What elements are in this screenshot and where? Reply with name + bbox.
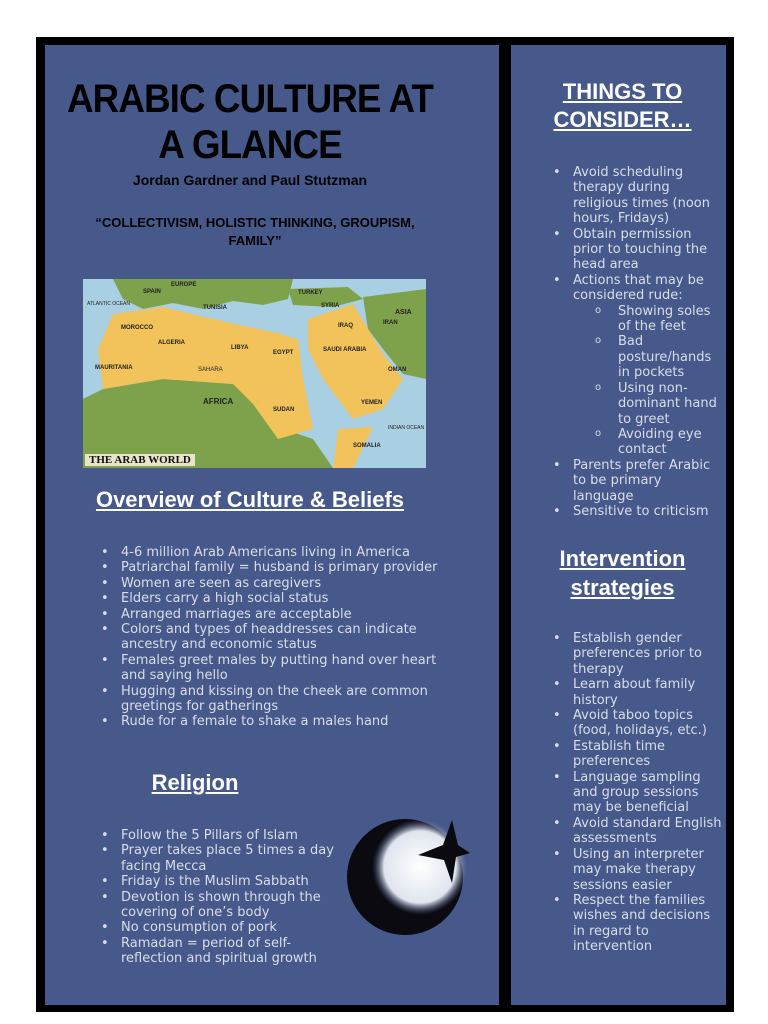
- sub-list-item: o Bad posture/hands in pockets: [573, 334, 724, 380]
- map-label-atlantic: ATLANTIC OCEAN: [87, 301, 130, 307]
- map-label-somalia: SOMALIA: [353, 443, 381, 449]
- map-label-libya: LIBYA: [231, 345, 249, 351]
- list-item: • Actions that may be considered rude: o Showing soles of the feet o Bad posture/hands in pockets o Using non-dominant hand to greet o Avoiding eye contact: [549, 273, 724, 458]
- list-item: • Obtain permission prior to touching the head area: [549, 227, 724, 273]
- map-label-egypt: EGYPT: [273, 350, 294, 356]
- list-item: • Using an interpreter may make therapy sessions easier: [549, 847, 724, 893]
- map-label-asia: ASIA: [395, 309, 412, 316]
- map-label-sudan: SUDAN: [273, 407, 295, 413]
- intervention-list: [549, 631, 724, 955]
- list-item: • Establish time preferences: [549, 739, 724, 770]
- list-item: • Hugging and kissing on the cheek are common greetings for gatherings: [97, 684, 442, 715]
- map-label-sahara: SAHARA: [198, 367, 223, 373]
- tagline-quote: “COLLECTIVISM, HOLISTIC THINKING, GROUPISM, FAMILY”: [95, 215, 415, 248]
- map-label-saudi-arabia: SAUDI ARABIA: [323, 347, 367, 353]
- map-label-turkey: TURKEY: [298, 290, 323, 296]
- map-label-africa: AFRICA: [203, 397, 234, 406]
- list-item: • Elders carry a high social status: [97, 591, 442, 606]
- list-item: • Rude for a female to shake a males hand: [97, 714, 442, 729]
- religion-heading: Religion: [151, 770, 239, 795]
- things-list: [549, 165, 724, 519]
- overview-heading: Overview of Culture & Beliefs: [95, 487, 405, 512]
- list-item: • Parents prefer Arabic to be primary language: [549, 458, 724, 504]
- map-label-morocco: MOROCCO: [121, 325, 153, 331]
- map-label-iraq: IRAQ: [338, 323, 353, 329]
- map-label-europe: EUROPE: [171, 282, 197, 288]
- list-item: • Colors and types of headdresses can indicate ancestry and economic status: [97, 622, 442, 653]
- map-label-spain: SPAIN: [143, 289, 161, 295]
- list-item: • Females greet males by putting hand over heart and saying hello: [97, 653, 442, 684]
- list-item: • Establish gender preferences prior to therapy: [549, 631, 724, 677]
- list-item: • Women are seen as caregivers: [97, 576, 442, 591]
- list-item: • Patriarchal family = husband is primary provider: [97, 560, 442, 575]
- intervention-heading: Intervention strategies: [559, 546, 686, 600]
- list-item: • Arranged marriages are acceptable: [97, 607, 442, 622]
- map-caption: THE ARAB WORLD: [85, 454, 195, 466]
- list-item: • Follow the 5 Pillars of Islam: [97, 828, 337, 843]
- sub-list-item: o Avoiding eye contact: [573, 427, 724, 458]
- rude-actions-sublist: [573, 304, 724, 458]
- list-item: • Devotion is shown through the covering of one’s body: [97, 890, 337, 921]
- sub-list-item: o Using non-dominant hand to greet: [573, 381, 724, 427]
- map-label-yemen: YEMEN: [361, 400, 383, 406]
- list-item: • Sensitive to criticism: [549, 504, 724, 519]
- map-label-indian-ocean: INDIAN OCEAN: [388, 425, 425, 431]
- map-label-tunisia: TUNISIA: [203, 305, 227, 311]
- list-item: • Prayer takes place 5 times a day facing Mecca: [97, 843, 337, 874]
- map-label-oman: OMAN: [388, 367, 407, 373]
- authors: Jordan Gardner and Paul Stutzman: [132, 172, 368, 188]
- map-label-algeria: ALGERIA: [158, 340, 185, 346]
- crescent-star-icon: [340, 805, 470, 950]
- list-item: • Avoid standard English assessments: [549, 816, 724, 847]
- list-item: • Friday is the Muslim Sabbath: [97, 874, 337, 889]
- list-item: • Avoid taboo topics (food, holidays, etc.): [549, 708, 724, 739]
- list-item: • No consumption of pork: [97, 920, 337, 935]
- religion-list: [97, 828, 337, 967]
- list-item: • Avoid scheduling therapy during religious times (noon hours, Fridays): [549, 165, 724, 227]
- page-title: ARABIC CULTURE AT A GLANCE: [67, 77, 433, 167]
- map-graphic: [83, 279, 426, 468]
- map-label-mauritania: MAURITANIA: [95, 365, 133, 371]
- overview-list: [97, 545, 442, 730]
- list-item: • 4-6 million Arab Americans living in America: [97, 545, 442, 560]
- list-item: • Language sampling and group sessions may be beneficial: [549, 770, 724, 816]
- sub-list-item: o Showing soles of the feet: [573, 304, 724, 335]
- things-heading: THINGS TO CONSIDER…: [553, 79, 692, 132]
- map-label-syria: SYRIA: [321, 303, 340, 309]
- list-item: • Ramadan = period of self-reflection and spiritual growth: [97, 936, 337, 967]
- arab-world-map: [83, 279, 426, 468]
- list-item: • Respect the families wishes and decisions in regard to intervention: [549, 893, 724, 955]
- list-item: • Learn about family history: [549, 677, 724, 708]
- map-label-iran: IRAN: [383, 320, 398, 326]
